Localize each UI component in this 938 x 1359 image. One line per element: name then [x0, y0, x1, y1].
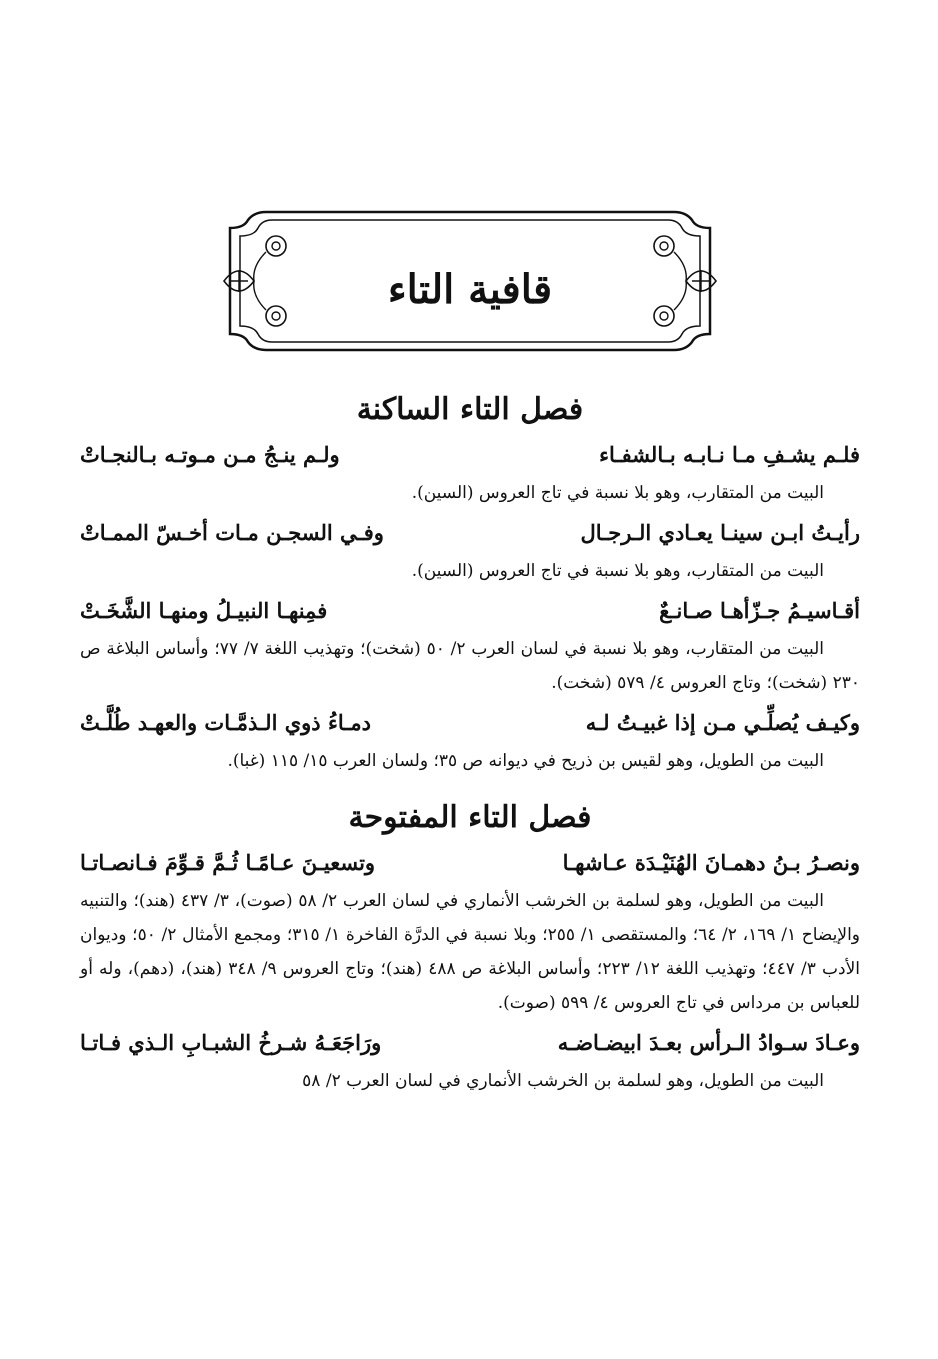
verse-first-hemistich: وعـادَ سـوادُ الـرأس بعـدَ ابيضـاضـه — [557, 1030, 860, 1055]
verse-source-note: البيت من الطويل، وهو لسلمة بن الخرشب الأنماري في لسان العرب ٢/ ٥٨ (صوت)، ٣/ ٤٣٧ (هند)؛ والتنبيه والإيضاح ١/ ١٦٩، ٢/ ٦٤؛ والمستقصى ١/ ٢٥٥؛ وبلا نسبة في الدرَّة الفاخرة ١/ ٣١٥؛ ومجمع الأمثال ٢/ ٥٠؛ وديوان الأدب ٣/ ٤٤٧؛ وتهذيب اللغة ١٢/ ٢٢٣؛ وأساس البلاغة ص ٤٨٨ (هند)؛ وتاج العروس ٩/ ٣٤٨ (هند)، (دهم)، وله أو للعباس بن مرداس في تاج العروس ٤/ ٥٩٩ (صوت). — [80, 891, 861, 1013]
verse-first-hemistich: أقـاسيـمُ جـزّأهـا صـانـعٌ — [659, 598, 860, 623]
verse-source-note: البيت من الطويل، وهو لقيس بن ذريح في ديوانه ص ٣٥؛ ولسان العرب ١٥/ ١١٥ (غبا). — [227, 751, 824, 771]
section-heading-sakina: فصل التاء الساكنة — [356, 392, 584, 427]
verse-line — [80, 1026, 860, 1060]
page-content — [80, 388, 860, 1104]
chapter-title: قافية التاء — [387, 266, 553, 313]
section-spacer — [80, 784, 860, 796]
verse-second-hemistich: وفـي السجـن مـات أخـسّ الممـاتْ — [80, 520, 384, 545]
verse-line — [80, 706, 860, 740]
verse-source-note: البيت من الطويل، وهو لسلمة بن الخرشب الأنماري في لسان العرب ٢/ ٥٨ — [302, 1071, 824, 1091]
verse-second-hemistich: ورَاجَعَـهُ شـرخُ الشبـابِ الـذي فـاتـا — [80, 1030, 382, 1055]
verse-second-hemistich: دمـاءُ ذوي الـذمَّـات والعهـد طُلَّـتْ — [80, 710, 371, 735]
verse-second-hemistich: وتسعيـنَ عـامًـا ثُـمَّ قـوِّمَ فـانصـاتـا — [80, 850, 376, 875]
verse-source-note: البيت من المتقارب، وهو بلا نسبة في تاج العروس (السين). — [411, 483, 824, 503]
verse-first-hemistich: رأيـتُ ابـن سينـا يعـادي الـرجـال — [580, 520, 860, 545]
verse-first-hemistich: ونصـرُ بـنُ دهمـانَ الهُنَيْـدَة عـاشهـا — [562, 850, 860, 875]
verse-source-note: البيت من المتقارب، وهو بلا نسبة في لسان العرب ٢/ ٥٠ (شخت)؛ وتهذيب اللغة ٧/ ٧٧؛ وأساس البلاغة ص ٢٣٠ (شخت)؛ وتاج العروس ٤/ ٥٧٩ (شخت). — [80, 639, 860, 693]
verse-line — [80, 438, 860, 472]
verse-source-note: البيت من المتقارب، وهو بلا نسبة في تاج العروس (السين). — [411, 561, 824, 581]
verse-second-hemistich: ولـم ينـجُ مـن مـوتـه بـالنجـاتْ — [80, 442, 340, 467]
verse-line — [80, 846, 860, 880]
section-heading-maftuha: فصل التاء المفتوحة — [348, 800, 592, 835]
verse-line — [80, 516, 860, 550]
verse-second-hemistich: فمِنهـا النبيـلُ ومنهـا الشَّخَـتْ — [80, 598, 328, 623]
verse-first-hemistich: فلـم يشـفِ مـا نـابـه بـالشفـاء — [599, 442, 860, 467]
verse-line — [80, 594, 860, 628]
verse-first-hemistich: وكيـف يُصلِّـي مـن إذا غبيـتُ لـه — [585, 710, 860, 735]
